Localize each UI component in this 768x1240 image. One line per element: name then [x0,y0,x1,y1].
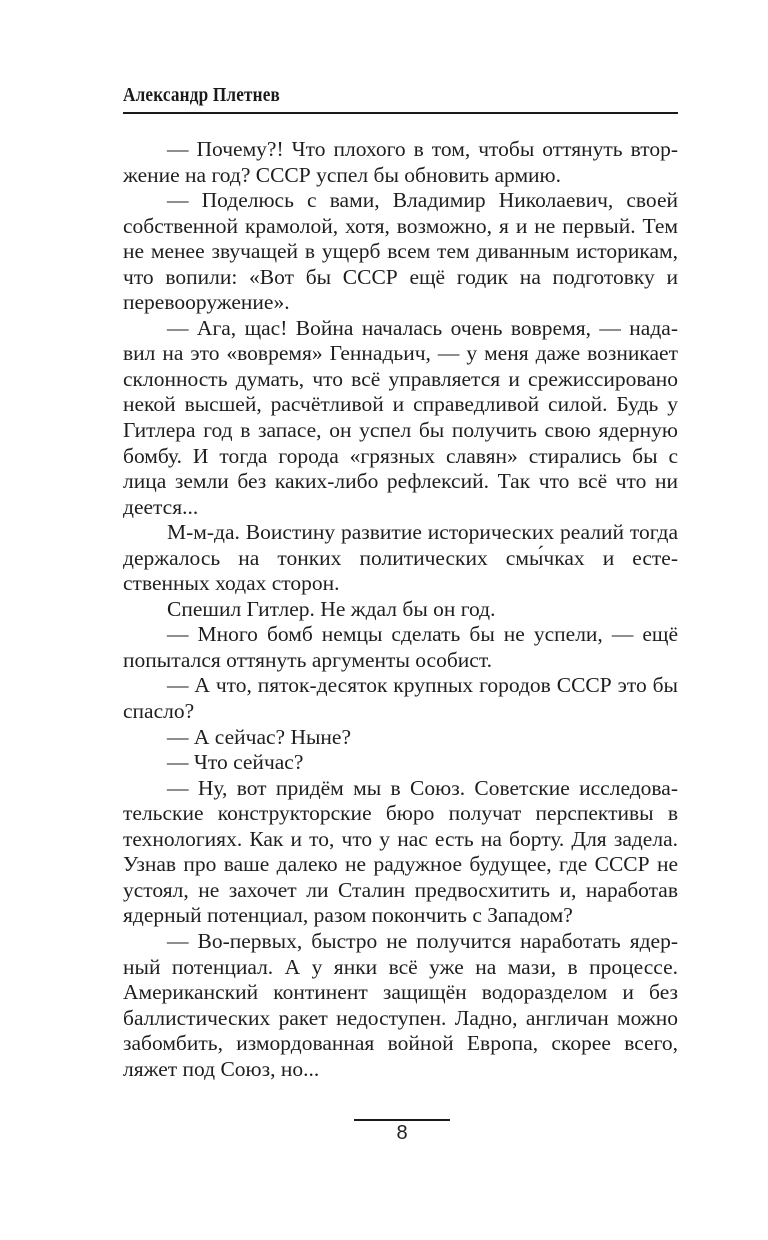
paragraph: — Почему?! Что плохого в том, чтобы оттянуть вторжение на год? СССР успел бы обновить армию. [123,137,678,187]
folio-rule [354,1119,450,1121]
paragraph: Спешил Гитлер. Не ждал бы он год. [167,596,496,621]
paragraph: — Ну, вот придём мы в Союз. Советские исследовательские конструкторские бюро получат перспективы в технологиях. Как и то, что у нас есть на борту. Для задела. Узнав про ваше далеко не радужное будущее, где СССР не устоял, не захочет ли Сталин предвосхитить и, наработав ядерный потенциал, разом покончить с Западом? [123,775,678,928]
paragraph: — Что сейчас? [167,750,304,775]
paragraph: — Много бомб немцы сделать бы не успели, — ещё попытался оттянуть аргументы особист. [123,622,678,672]
paragraph: — Во-первых, быстро не получится наработать ядерный потенциал. А у янки всё уже на мази, в процессе. Американский континент защищён водоразделом и без баллистических ракет недоступен. Ладно, англичан можно забомбить, измордованная войной Европа, скорее всего, ляжет под Союз, но... [123,928,678,1081]
body-text [123,137,678,1082]
header-rule [123,112,678,114]
page-number: 8 [396,1122,408,1144]
running-head-author: Александр Плетнев [123,84,280,106]
paragraph: — А что, пяток-десяток крупных городов СССР это бы спасло? [123,673,678,724]
paragraph: — Ага, щас! Война началась очень вовремя, — надавил на это «вовремя» Геннадьич, — у меня даже возникает склонность думать, что всё управляется и срежиссировано некой высшей, расчётливой и справедливой силой. Будь у Гитлера год в запасе, он успел бы получить свою ядерную бомбу. И тогда города «грязных славян» стирались бы с лица земли без каких-либо рефлексий. Так что всё что ни деется... [123,315,678,519]
paragraph: — А сейчас? Ныне? [167,724,352,749]
paragraph: — Поделюсь с вами, Владимир Николаевич, своей собственной крамолой, хотя, возможно, я и не первый. Тем не менее звучащей в ущерб всем тем диванным историкам, что вопили: «Вот бы СССР ещё годик на подготовку и перевооружение». [123,188,678,315]
paragraph: М-м-да. Воистину развитие исторических реалий тогда держалось на тонких политических смы́чках и естественных ходах сторон. [123,520,678,596]
